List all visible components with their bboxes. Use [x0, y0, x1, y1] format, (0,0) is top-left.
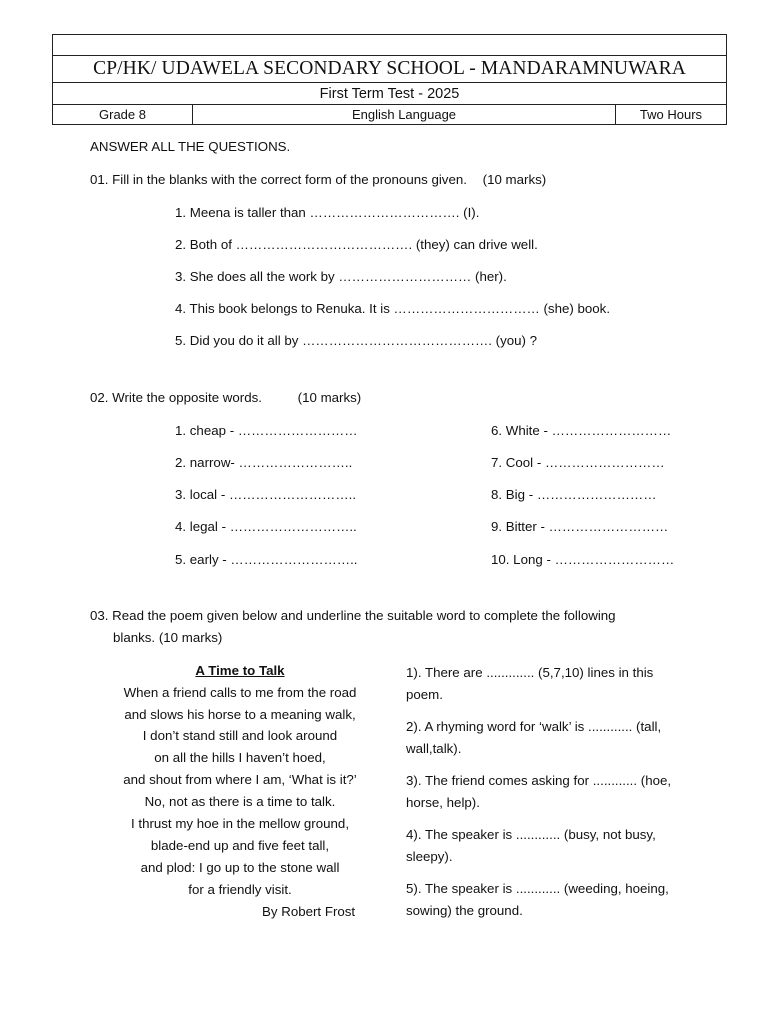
- q1-heading-text: 01. Fill in the blanks with the correct form of the pronouns given.: [90, 172, 467, 187]
- q2-left-item: 3. local - ………………………..: [175, 487, 357, 502]
- q3-question: 4). The speaker is ............ (busy, not busy, sleepy).: [406, 827, 656, 864]
- q1-item: 3. She does all the work by ………………………… (her).: [175, 269, 507, 284]
- q2-heading-text: 02. Write the opposite words.: [90, 390, 262, 405]
- poem-line: No, not as there is a time to talk.: [144, 794, 336, 809]
- school-name: CP/HK/ UDAWELA SECONDARY SCHOOL - MANDARAMNUWARA: [53, 56, 727, 83]
- q1-marks: (10 marks): [482, 172, 547, 187]
- test-title: First Term Test - 2025: [53, 83, 727, 105]
- q3-heading-line1: 03. Read the poem given below and underline the suitable word to complete the following: [90, 608, 616, 623]
- q2-right-item: 10. Long - ………………………: [491, 552, 675, 567]
- q2-left-item: 2. narrow- ……………………..: [175, 455, 353, 470]
- q2-right-item: 9. Bitter - ………………………: [491, 519, 669, 534]
- q2-heading: [90, 389, 361, 407]
- header-table: [52, 34, 727, 125]
- q3-question: 1). There are ............. (5,7,10) lines in this poem.: [406, 665, 654, 702]
- poem-line: When a friend calls to me from the road: [123, 685, 357, 700]
- grade-cell: Grade 8: [53, 105, 193, 125]
- header-blank-row: [53, 35, 727, 56]
- poem-title: A Time to Talk: [195, 663, 285, 678]
- q3-question: 2). A rhyming word for ‘walk’ is ............ (tall, wall,talk).: [406, 719, 662, 756]
- q2-left-item: 1. cheap - ………………………: [175, 423, 358, 438]
- q3-question: 3). The friend comes asking for ............ (hoe, horse, help).: [406, 773, 672, 810]
- subject-cell: English Language: [193, 105, 616, 125]
- poem-line: for a friendly visit.: [188, 882, 292, 897]
- poem-line: and shout from where I am, ‘What is it?’: [123, 772, 357, 787]
- poem-author: By Robert Frost: [262, 904, 356, 919]
- q2-left-item: 5. early - ………………………..: [175, 552, 358, 567]
- q1-item: 4. This book belongs to Renuka. It is …………………………… (she) book.: [175, 301, 611, 316]
- q1-item: 2. Both of …………………………………. (they) can drive well.: [175, 237, 538, 252]
- duration-cell: Two Hours: [616, 105, 727, 125]
- general-instruction: ANSWER ALL THE QUESTIONS.: [90, 139, 291, 154]
- poem-line: I thrust my hoe in the mellow ground,: [130, 816, 350, 831]
- poem-line: I don’t stand still and look around: [142, 728, 338, 743]
- q2-marks: (10 marks): [297, 390, 362, 405]
- poem-line: blade-end up and five feet tall,: [150, 838, 330, 853]
- q2-right-item: 6. White - ………………………: [491, 423, 672, 438]
- q3-question: 5). The speaker is ............ (weeding, hoeing, sowing) the ground.: [406, 881, 669, 918]
- q1-heading: [90, 171, 546, 189]
- q1-item: 1. Meena is taller than ……………………………. (I).: [175, 205, 480, 220]
- poem-line: and plod: I go up to the stone wall: [140, 860, 340, 875]
- q1-item: 5. Did you do it all by ……………………………………. (you) ?: [175, 333, 538, 348]
- q2-right-item: 7. Cool - ………………………: [491, 455, 665, 470]
- q2-left-item: 4. legal - ………………………..: [175, 519, 357, 534]
- q2-right-item: 8. Big - ………………………: [491, 487, 657, 502]
- poem-line: and slows his horse to a meaning walk,: [124, 707, 356, 722]
- q3-heading-line2: blanks. (10 marks): [113, 630, 223, 645]
- poem-line: on all the hills I haven’t hoed,: [154, 750, 326, 765]
